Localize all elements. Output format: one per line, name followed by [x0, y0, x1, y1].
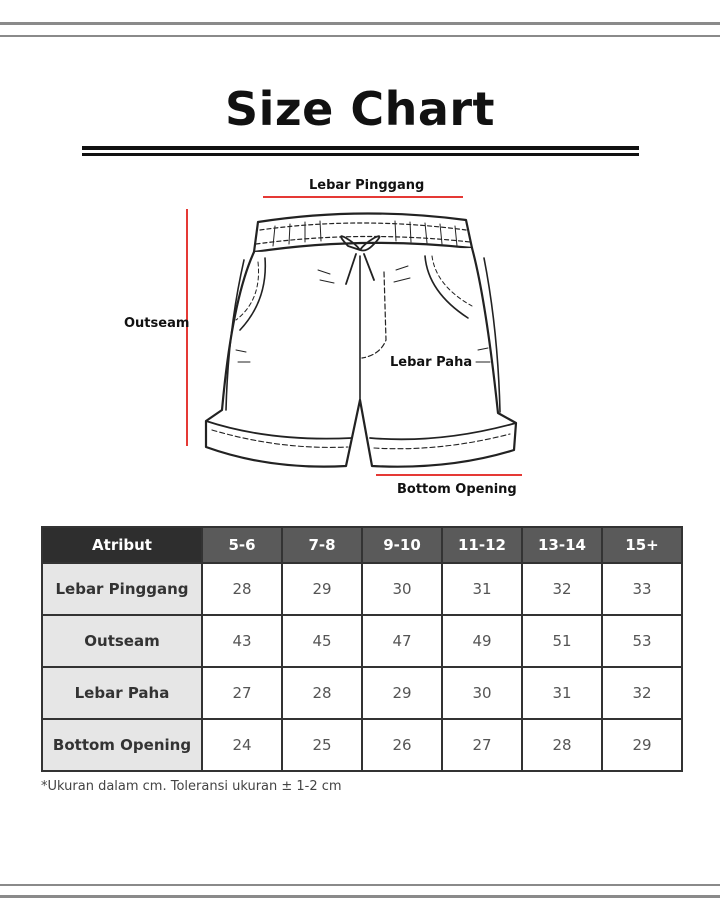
table-cell: 30 — [442, 667, 522, 719]
thigh-label: Lebar Paha — [390, 355, 473, 370]
size-table — [41, 526, 683, 772]
table-cell: 32 — [602, 667, 682, 719]
page-title: Size Chart — [224, 82, 496, 136]
header-cell-size: 11-12 — [442, 527, 522, 563]
table-cell: 29 — [362, 667, 442, 719]
bottom-opening-label: Bottom Opening — [397, 482, 517, 497]
row-label: Bottom Opening — [42, 719, 202, 771]
bottom-border-line-inner — [0, 884, 720, 886]
row-label: Lebar Paha — [42, 667, 202, 719]
table-cell: 24 — [202, 719, 282, 771]
table-cell: 28 — [522, 719, 602, 771]
outseam-label: Outseam — [124, 316, 190, 331]
row-label: Outseam — [42, 615, 202, 667]
table-cell: 32 — [522, 563, 602, 615]
row-label: Lebar Pinggang — [42, 563, 202, 615]
table-cell: 47 — [362, 615, 442, 667]
header-cell-size: 13-14 — [522, 527, 602, 563]
table-cell: 53 — [602, 615, 682, 667]
header-cell-attribute: Atribut — [42, 527, 202, 563]
table-row — [42, 563, 682, 615]
waist-label: Lebar Pinggang — [309, 178, 425, 193]
header-cell-size: 15+ — [602, 527, 682, 563]
table-cell: 43 — [202, 615, 282, 667]
table-cell: 49 — [442, 615, 522, 667]
table-header-row — [42, 527, 682, 563]
table-cell: 26 — [362, 719, 442, 771]
table-cell: 27 — [442, 719, 522, 771]
table-row — [42, 719, 682, 771]
table-cell: 31 — [442, 563, 522, 615]
header-cell-size: 9-10 — [362, 527, 442, 563]
table-cell: 31 — [522, 667, 602, 719]
header-cell-size: 7-8 — [282, 527, 362, 563]
table-cell: 28 — [202, 563, 282, 615]
shorts-outline — [206, 213, 516, 466]
table-cell: 29 — [602, 719, 682, 771]
bottom-border-line — [0, 895, 720, 898]
header-cell-size: 5-6 — [202, 527, 282, 563]
table-cell: 45 — [282, 615, 362, 667]
table-cell: 28 — [282, 667, 362, 719]
table-cell: 51 — [522, 615, 602, 667]
table-cell: 25 — [282, 719, 362, 771]
table-cell: 33 — [602, 563, 682, 615]
table-cell: 30 — [362, 563, 442, 615]
table-row — [42, 667, 682, 719]
size-note: *Ukuran dalam cm. Toleransi ukuran ± 1-2 cm — [41, 779, 342, 794]
table-cell: 29 — [282, 563, 362, 615]
table-row — [42, 615, 682, 667]
table-cell: 27 — [202, 667, 282, 719]
